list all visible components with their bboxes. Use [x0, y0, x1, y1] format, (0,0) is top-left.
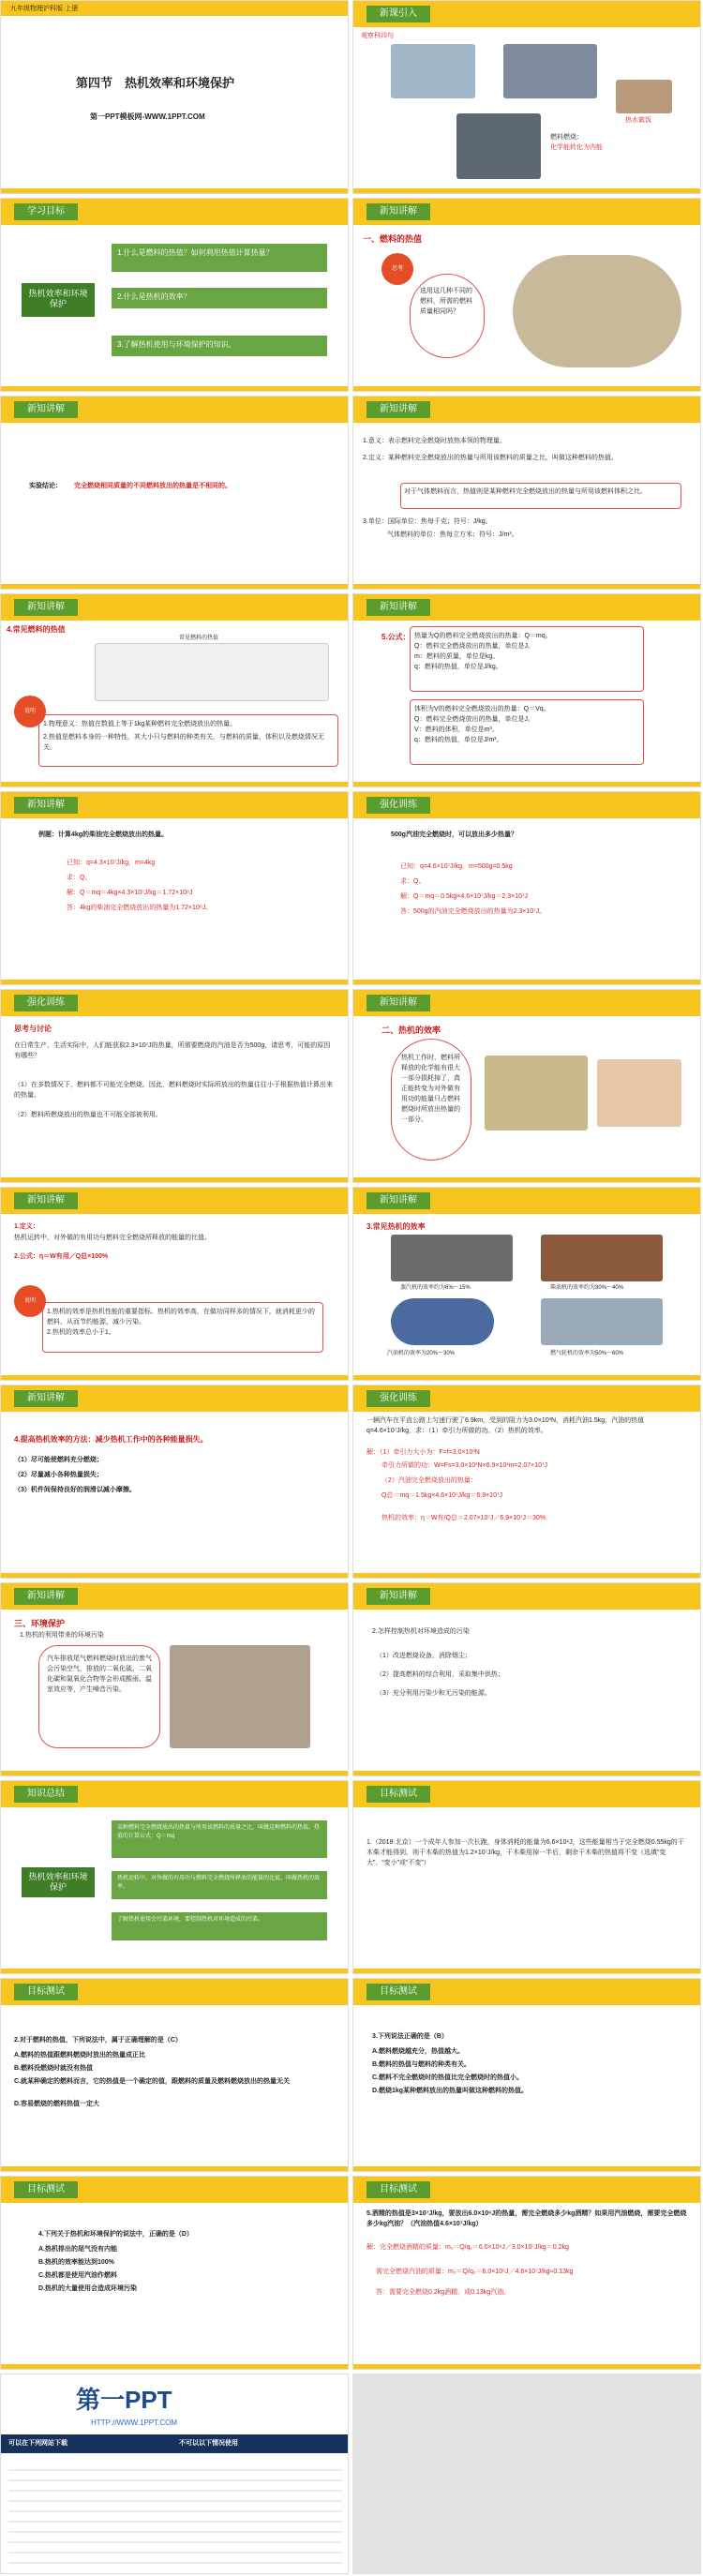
given-line: 已知：q=4.6×10⁷J/kg，m=500g=0.5kg — [400, 863, 513, 870]
bar-label: 强化训练 — [14, 995, 78, 1011]
caption-diesel: 柴油机的效率约为30%～40% — [550, 1285, 624, 1291]
ad-col1-title: 可以在下列网站下载 — [8, 2440, 67, 2447]
solution-line: 解：Q＝mq＝4kg×4.3×10⁷J/kg＝1.72×10⁸J — [67, 890, 193, 896]
option-b: B.燃料没燃烧时就没有热值 — [14, 2065, 93, 2072]
intro-caption2: 化学能转化为内能 — [550, 144, 603, 151]
slide-bar — [353, 1979, 700, 2005]
bottom-strip — [353, 1177, 700, 1182]
option-b: B.燃料的热值与燃料的种类有关。 — [372, 2061, 471, 2068]
bottom-strip — [353, 2364, 700, 2369]
bottom-strip — [1, 2166, 348, 2171]
steam-engine-image — [391, 1235, 513, 1281]
def-text: 热机运转中，对外做的有用功与燃料完全燃烧所释放的能量的比值。 — [14, 1235, 211, 1241]
bar-label: 新知讲解 — [366, 401, 430, 418]
formula-heading: 5.公式： — [381, 633, 411, 641]
mass-formula-box — [410, 626, 644, 692]
bar-label: 目标测试 — [366, 1786, 430, 1803]
method-1: （1）尽可能使燃料充分燃烧； — [14, 1457, 103, 1463]
formula-line: 热量为Q的燃料完全燃烧放出的热量：Q＝mq。 — [414, 633, 552, 639]
rocket-image — [503, 44, 597, 98]
question-stem: 5.酒精的热值是3×10⁷J/kg，要放出6.0×10⁶J的热量，需完全燃烧多少kg酒精？如果用汽油燃烧，需要完全燃烧多少kg汽油？（汽油热值4.6×10⁷J/kg） — [366, 2210, 687, 2227]
bottom-strip — [353, 980, 700, 984]
discussion-question: 在日常生产、生活实际中，人们能获取2.3×10⁷J的热量，所需要燃烧的汽油是否为500g，请思考，可能的原因有哪些？ — [14, 1042, 331, 1059]
slide-efficiency-def — [0, 1187, 349, 1381]
unit-line: 3.单位：国际单位：焦每千克；符号：J/kg。 — [363, 518, 492, 525]
slide-bar — [353, 199, 700, 225]
question-stem: 2.对于燃料的热值，下列说法中，属于正确理解的是（C） — [14, 2037, 182, 2044]
formula-line: q：燃料的热值，单位是J/m³。 — [414, 737, 503, 743]
goal-item-3: 3.了解热机使用与环境保护的知识。 — [112, 336, 327, 356]
slide-bar — [1, 1979, 348, 2005]
fuel-diagram-image — [513, 255, 681, 367]
bar-label: 强化训练 — [366, 797, 430, 814]
note-2: 2.热机的效率总小于1。 — [47, 1329, 115, 1336]
gas-unit-line: 气体燃料的单位：焦每立方米；符号：J/m³。 — [387, 532, 518, 538]
site-text: 第一PPT模板网-WWW.1PPT.COM — [90, 112, 205, 121]
slide-bar — [1, 397, 348, 423]
think-badge: 思考 — [381, 253, 413, 285]
slide-bar — [353, 1, 700, 27]
slide-environment — [0, 1582, 349, 1776]
volume-formula-box — [410, 699, 644, 765]
bar-label: 新知讲解 — [366, 203, 430, 220]
slide-practice — [352, 791, 701, 985]
bottom-strip — [353, 1771, 700, 1775]
slide-bar — [1, 1583, 348, 1610]
slide-fuel-table — [0, 593, 349, 787]
note-box — [38, 714, 338, 767]
bottom-strip — [353, 188, 700, 193]
goals-side: 热机效率和环境保护 — [22, 283, 95, 317]
section-heading: 一、燃料的热值 — [363, 234, 423, 244]
bar-label: 知识总结 — [14, 1786, 78, 1803]
slide-discussion — [0, 989, 349, 1183]
solution-2: 需完全燃烧汽油的质量：m₂＝Q/q₂＝6.0×10⁶J／4.6×10⁷J/kg≈0.13kg — [376, 2269, 574, 2275]
control-3: （3）充分利用污染少和无污染的能源。 — [376, 1690, 491, 1697]
method-2: （2）尽量减小各种热量损失； — [14, 1472, 103, 1478]
slide-bar — [1, 792, 348, 818]
answer-line: 答：500g的汽油完全燃烧放出的热量为2.3×10⁷J。 — [400, 908, 546, 915]
option-d: D.燃烧1kg某种燃料放出的热量叫做这种燃料的热值。 — [372, 2088, 529, 2094]
slide-test-5 — [352, 2176, 701, 2370]
slide-test-4 — [0, 2176, 349, 2370]
bar-label: 强化训练 — [366, 1390, 430, 1407]
slide-test-1 — [352, 1780, 701, 1974]
intro-tag: 热水做饭 — [625, 117, 651, 124]
pollution-bubble — [38, 1645, 160, 1748]
summary-item-1: 某种燃料完全燃烧放出的热量与所用该燃料的质量之比，叫做这种燃料的热值。热值的计算公式：Q＝mq — [112, 1820, 327, 1858]
option-c: C.燃料不完全燃烧时的热值比完全燃烧时的热值小。 — [372, 2074, 523, 2081]
slide-bar — [1, 990, 348, 1016]
goal-item-2: 2.什么是热机的效率？ — [112, 288, 327, 308]
bar-label: 新知讲解 — [14, 1390, 78, 1407]
pollution-text: 汽车排放尾气燃料燃烧时放出的废气会污染空气，排放的二氧化硫、二氧化碳和氮氧化合物等会形成酸雨、温室效应等，产生噪音污染。 — [47, 1655, 152, 1693]
formula-line: Q：燃料完全燃烧放出的热量，单位是J。 — [414, 643, 534, 650]
bottom-strip — [353, 1375, 700, 1380]
caption-steam: 蒸汽机的效率约为6%～15% — [400, 1285, 471, 1291]
ad-logo: 第一PPT — [76, 2386, 172, 2414]
bar-label: 学习目标 — [14, 203, 78, 220]
solution-line: 解：Q＝mq＝0.5kg×4.6×10⁷J/kg＝2.3×10⁷J — [400, 893, 528, 900]
bottom-strip — [353, 1969, 700, 1973]
answer-line: 答：需要完全燃烧0.2kg酒精，或0.13kg汽油。 — [376, 2289, 511, 2296]
slide-bar — [353, 594, 700, 621]
slide-bar — [1, 1385, 348, 1412]
example-question: 例题：计算4kg的柴油完全燃烧放出的热量。 — [38, 831, 169, 838]
header-text: 九年级物理沪科版·上册 — [10, 6, 79, 12]
formula-line: 体积为V的燃料完全燃烧放出的热量：Q＝Vq。 — [414, 706, 550, 712]
option-a: A.燃料的热值跟燃料燃烧时放出的热量成正比 — [14, 2052, 145, 2059]
slide-bar — [1, 1781, 348, 1807]
formula-line: m：燃料的质量，单位是kg。 — [414, 653, 500, 660]
caption-gasoline: 汽油机的效率为20%～30% — [387, 1351, 456, 1356]
slide-bar — [353, 2177, 700, 2203]
bottom-strip — [353, 386, 700, 391]
ad-col2-title: 不可以以下情况使用 — [179, 2440, 238, 2447]
bar-label: 新知讲解 — [366, 599, 430, 616]
bar-label: 新知讲解 — [366, 1588, 430, 1605]
control-heading: 2.怎样控制热机对环境造成的污染 — [372, 1628, 470, 1635]
formula-text: 2.公式：η＝W有用／Q总×100% — [14, 1253, 109, 1260]
bottom-strip — [1, 584, 348, 589]
bar-label: 新知讲解 — [14, 599, 78, 616]
formula-line: q：燃料的热值，单位是J/kg。 — [414, 664, 502, 670]
gasoline-image — [391, 1298, 494, 1345]
goal-item-1: 1.什么是燃料的热值？如何利用热值计算热量？ — [112, 244, 327, 272]
bottom-strip — [1, 1375, 348, 1380]
summary-side: 热机效率和环境保护 — [22, 1867, 95, 1897]
slide-definition — [352, 396, 701, 590]
solution-1: 解：（1）牵引力大小为：F=f=3.0×10³N — [366, 1449, 480, 1456]
slide-summary — [0, 1780, 349, 1974]
efficiency-bubble — [391, 1039, 471, 1161]
slide-bar — [1, 1188, 348, 1214]
bar-label: 新知讲解 — [14, 797, 78, 814]
bottom-strip — [353, 782, 700, 786]
ad-link-list — [8, 2461, 342, 2564]
slide-bar — [353, 1781, 700, 1807]
bar-label: 目标测试 — [14, 1984, 78, 2000]
slide-bar — [353, 397, 700, 423]
energy-flow-image — [597, 1059, 681, 1127]
note-2: 2.热值是燃料本身的一种特性，其大小只与燃料的种类有关，与燃料的质量、体积以及燃烧情况无关。 — [43, 734, 324, 751]
slide-example — [0, 791, 349, 985]
bottom-strip — [1, 1969, 348, 1973]
table-title: 常见燃料的热值 — [179, 636, 219, 641]
section-heading: 二、热机的效率 — [381, 1026, 441, 1035]
smog-image — [170, 1645, 310, 1748]
slide-ad — [0, 2374, 349, 2574]
bottom-strip — [1, 1177, 348, 1182]
summary-item-2: 热机运转中，对外做的有用功与燃料完全燃烧所释放的能量的比值，叫做热机的效率。 — [112, 1871, 327, 1899]
reason-2: （2）燃料所燃烧放出的热量也不可能全部被利用。 — [14, 1112, 162, 1118]
heat-line: Q总＝mq＝1.5kg×4.6×10⁷J/kg＝6.9×10⁷J — [381, 1492, 502, 1499]
bottom-strip — [353, 584, 700, 589]
note-1: 1.热机的效率是热机性能的重要指标。热机的效率高，在做功同样多的情况下，就消耗更少的燃料，从而节约能源，减少污染。 — [47, 1309, 315, 1325]
bottom-strip — [353, 1573, 700, 1578]
slide-bar — [353, 1583, 700, 1610]
think-bubble — [410, 274, 485, 358]
note-badge: 说明 — [14, 1285, 46, 1317]
slide-car-example — [352, 1385, 701, 1579]
slide-bar — [353, 1385, 700, 1412]
stove-image — [456, 113, 541, 179]
solution-1: 解：完全燃烧酒精的质量：m₁＝Q/q₁＝6.0×10⁶J／3.0×10⁷J/kg＝0.2kg — [366, 2244, 569, 2251]
option-a: A.热机排出的尾气没有内能 — [38, 2246, 117, 2253]
bottom-strip — [1, 1573, 348, 1578]
option-b: B.热机的效率能达到100% — [38, 2259, 114, 2266]
slide-bar — [1, 199, 348, 225]
caption-turbine: 燃气轮机的效率为50%～60% — [550, 1351, 624, 1356]
diesel-image — [541, 1235, 663, 1281]
bubble-text: 选用这几种不同的燃料，所需的燃料质量相同吗？ — [420, 288, 472, 315]
control-2: （2）提高燃料的综合利用，采取集中供热； — [376, 1671, 504, 1678]
find-line: 求：Q。 — [400, 878, 426, 885]
section-heading: 三、环境保护 — [14, 1619, 66, 1628]
bar-label: 目标测试 — [14, 2181, 78, 2198]
bottom-strip — [1, 1771, 348, 1775]
question-stem: 3.下列说法正确的是（B） — [372, 2033, 448, 2040]
section-heading: 4.提高热机效率的方法：减少热机工作中的各种能量损失。 — [14, 1435, 208, 1444]
slide-goals — [0, 198, 349, 392]
slide-improve — [0, 1385, 349, 1579]
intro-caption1: 燃料燃烧： — [550, 134, 583, 141]
option-a: A.燃料燃烧越充分，热值越大。 — [372, 2048, 464, 2055]
bottom-strip — [1, 386, 348, 391]
test-question-1: 1.（2018·北京）一个成年人参加一次长跑，身体消耗的能量为6.6×10⁶J，这些能量相当于完全燃烧0.55kg的干木柴才能得到，则干木柴的热值为1.2×10⁷J/kg，干木柴用掉一半后，剩余干木柴的热值将不变（选填“变大”、“变小”或“不变”） — [366, 1839, 684, 1866]
slide-bar — [353, 990, 700, 1016]
ad-url: HTTP://WWW.1PPT.COM — [91, 2419, 177, 2427]
def-heading: 1.定义： — [14, 1223, 39, 1230]
slide-control — [352, 1582, 701, 1776]
gas-turbine-image — [541, 1298, 663, 1345]
efficiency-text: 热机工作时，燃料所释放的化学能有很大一部分损耗掉了，真正能转变为对外做有用功的能量只占燃料燃烧时所放出热量的一部分。 — [401, 1055, 460, 1123]
bar-label: 目标测试 — [366, 2181, 430, 2198]
find-line: 求：Q。 — [67, 875, 92, 881]
slide-bar — [1, 2177, 348, 2203]
answer-line: 答：4kg的柴油完全燃烧放出的热量为1.72×10⁸J。 — [67, 905, 213, 911]
note-box — [42, 1302, 323, 1353]
slide-title — [0, 0, 349, 194]
slide-common-efficiency — [352, 1187, 701, 1381]
question-stem: 4.下列关于热机和环境保护的说法中，正确的是（D） — [38, 2231, 193, 2238]
formula-line: V：燃料的体积，单位是m³。 — [414, 726, 499, 733]
definition-line: 2.定义：某种燃料完全燃烧放出的热量与所用该燃料的质量之比，叫做这种燃料的热值。 — [363, 455, 618, 461]
intro-heading: 观察科四句 — [361, 33, 394, 39]
reason-1: （1）在多数情况下，燃料都不可能完全燃烧。因此，燃料燃烧时实际所放出的热量往往小于根据热值计算出来的热量。 — [14, 1082, 333, 1099]
bottom-strip — [1, 2364, 348, 2369]
bar-label: 新知讲解 — [14, 1588, 78, 1605]
section-heading: 3.常见热机的效率 — [366, 1222, 426, 1231]
slide-heat-value — [352, 198, 701, 392]
formula-line: Q：燃料完全燃烧放出的热量，单位是J。 — [414, 716, 534, 723]
slide-experiment — [0, 396, 349, 590]
option-c: C.就某种确定的燃料而言，它的热值是一个确定的值，跟燃料的质量及燃料燃烧放出的热量无关 — [14, 2078, 290, 2085]
slide-formula — [352, 593, 701, 787]
option-d: D.热机的大量使用会造成环境污染 — [38, 2285, 137, 2292]
conclusion-label: 实验结论： — [29, 483, 62, 489]
option-d: D.容易燃烧的燃料热值一定大 — [14, 2101, 99, 2107]
car-question: 一辆汽车在平直公路上匀速行驶了6.9km，受到的阻力为3.0×10³N，消耗汽油1.5kg，汽油的热值q=4.6×10⁷J/kg，求：（1）牵引力所做的功。（2）热机的效率。 — [366, 1417, 645, 1434]
option-c: C.热机都是使用汽油作燃料 — [38, 2272, 117, 2279]
method-3: （3）机件间保持良好的润滑以减小摩擦。 — [14, 1487, 136, 1493]
meaning-line: 1.意义：表示燃料完全燃烧时放热本领的物理量。 — [363, 438, 506, 444]
given-line: 已知：q=4.3×10⁷J/kg，m=4kg — [67, 860, 156, 866]
slide-intro — [352, 0, 701, 194]
note-badge: 说明 — [14, 696, 46, 727]
car-image — [485, 1056, 588, 1131]
bottom-strip — [1, 188, 348, 193]
heat-label: （2）汽油完全燃烧放出的热量： — [381, 1477, 477, 1484]
conclusion-text: 完全燃烧相同质量的不同燃料放出的热量是不相同的。 — [74, 483, 232, 489]
gas-fuel-text: 对于气体燃料而言，热值则是某种燃料完全燃烧放出的热量与所用该燃料体积之比。 — [404, 488, 647, 495]
cooling-tower-image — [391, 44, 475, 98]
section-heading: 思考与讨论 — [14, 1025, 52, 1033]
slide-test-3 — [352, 1978, 701, 2172]
slide-bar — [1, 594, 348, 621]
note-1: 1.物理意义：热值在数值上等于1kg某种燃料完全燃烧放出的热量。 — [43, 721, 237, 727]
section-heading: 4.常见燃料的热值 — [7, 625, 66, 634]
bar-label: 新知讲解 — [366, 995, 430, 1011]
bar-label: 新知讲解 — [14, 1192, 78, 1209]
page-title: 第四节 热机效率和环境保护 — [76, 76, 235, 90]
bar-label: 新课引入 — [366, 6, 430, 22]
summary-item-3: 了解热机使用会污染环境，要控制热机对环境造成的污染。 — [112, 1912, 327, 1940]
pollution-line: 1.热机的利用带来的环境污染 — [20, 1632, 104, 1639]
efficiency-line: 热机的效率：η＝W有/Q总＝2.07×10⁷J／6.9×10⁷J＝30% — [381, 1515, 546, 1521]
slide-efficiency — [352, 989, 701, 1183]
bar-label: 新知讲解 — [14, 401, 78, 418]
bottom-strip — [353, 2166, 700, 2171]
control-1: （1）改进燃烧设备，消除烟尘； — [376, 1653, 471, 1659]
practice-question: 500g汽油完全燃烧时，可以放出多少热量？ — [391, 831, 517, 838]
bottom-strip — [1, 980, 348, 984]
slide-bar — [353, 792, 700, 818]
pot-image — [616, 80, 672, 113]
bar-label: 目标测试 — [366, 1984, 430, 2000]
bottom-strip — [1, 782, 348, 786]
gas-fuel-box — [400, 483, 681, 509]
slide-bar — [353, 1188, 700, 1214]
slide-test-2 — [0, 1978, 349, 2172]
work-line: 牵引力所做的功：W=Fs=3.0×10³N×6.9×10³m=2.07×10⁷J — [381, 1462, 548, 1469]
empty-cell — [352, 2374, 701, 2574]
bar-label: 新知讲解 — [366, 1192, 430, 1209]
fuel-table-image — [95, 643, 329, 701]
